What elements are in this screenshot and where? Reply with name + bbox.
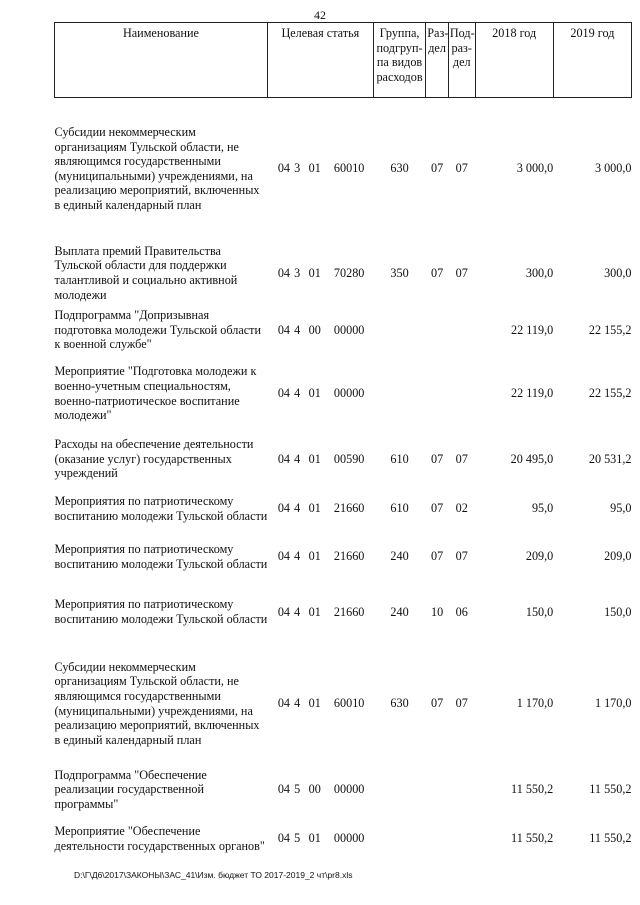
target-subprogram: 4 bbox=[294, 604, 301, 619]
table-row bbox=[55, 581, 632, 644]
target-program: 04 bbox=[277, 386, 291, 401]
amount-2018: 1 170,0 bbox=[516, 696, 554, 711]
expense-group: 350 bbox=[390, 265, 409, 280]
table-row bbox=[55, 434, 632, 485]
section: 07 bbox=[430, 161, 444, 176]
target-program: 04 bbox=[277, 322, 291, 337]
target-direction: 00000 bbox=[333, 831, 365, 846]
target-event: 01 bbox=[308, 549, 321, 564]
expense-group bbox=[373, 307, 425, 354]
table-row bbox=[55, 644, 632, 764]
row-name: Мероприятие "Обеспечение деятельности государственных органов" bbox=[54, 823, 265, 853]
target-event: 01 bbox=[308, 831, 321, 846]
table-row bbox=[55, 98, 632, 240]
target-subprogram: 3 bbox=[294, 265, 301, 280]
target-program: 04 bbox=[277, 549, 291, 564]
expense-group: 610 bbox=[390, 501, 409, 516]
expense-group: 240 bbox=[390, 549, 409, 564]
target-direction: 21660 bbox=[333, 549, 365, 564]
table-row bbox=[55, 307, 632, 354]
header-expense-group: Группа, подгруп-па видов расходов bbox=[373, 23, 425, 98]
subsection: 07 bbox=[455, 265, 468, 280]
target-direction: 60010 bbox=[333, 161, 365, 176]
target-subprogram: 4 bbox=[294, 549, 301, 564]
target-event: 01 bbox=[308, 161, 321, 176]
row-name: Выплата премий Правительства Тульской области для поддержки талантливой и социально активной молодежи bbox=[54, 243, 238, 302]
target-program: 04 bbox=[277, 696, 291, 711]
target-event: 00 bbox=[308, 322, 321, 337]
amount-2018: 11 550,2 bbox=[511, 831, 554, 846]
section: 07 bbox=[430, 501, 444, 516]
subsection bbox=[448, 354, 475, 434]
amount-2018: 11 550,2 bbox=[511, 782, 554, 797]
amount-2019: 22 155,2 bbox=[588, 386, 632, 401]
subsection: 07 bbox=[455, 696, 468, 711]
header-year-2018: 2018 год bbox=[475, 23, 553, 98]
expense-group: 630 bbox=[390, 161, 409, 176]
expense-group bbox=[373, 764, 425, 816]
amount-2019: 150,0 bbox=[604, 604, 632, 619]
target-direction: 21660 bbox=[333, 604, 365, 619]
amount-2019: 1 170,0 bbox=[594, 696, 632, 711]
target-direction: 60010 bbox=[333, 696, 365, 711]
amount-2019: 20 531,2 bbox=[588, 451, 632, 466]
subsection bbox=[448, 816, 475, 862]
expense-group: 630 bbox=[390, 696, 409, 711]
target-event: 01 bbox=[308, 696, 321, 711]
target-event: 01 bbox=[308, 265, 321, 280]
target-subprogram: 4 bbox=[294, 451, 301, 466]
target-subprogram: 4 bbox=[294, 501, 301, 516]
target-direction: 00590 bbox=[333, 451, 365, 466]
target-subprogram: 3 bbox=[294, 161, 301, 176]
expense-group bbox=[373, 354, 425, 434]
amount-2019: 95,0 bbox=[610, 501, 632, 516]
table-header-row bbox=[55, 23, 632, 98]
row-name: Мероприятия по патриотическому воспитанию молодежи Тульской области bbox=[54, 597, 268, 626]
expense-group: 240 bbox=[390, 604, 409, 619]
table-row bbox=[55, 816, 632, 862]
table-row bbox=[55, 533, 632, 581]
table-row bbox=[55, 240, 632, 307]
section bbox=[426, 816, 449, 862]
amount-2019: 300,0 bbox=[604, 265, 632, 280]
target-event: 01 bbox=[308, 604, 321, 619]
section: 07 bbox=[430, 696, 444, 711]
target-program: 04 bbox=[277, 161, 291, 176]
target-subprogram: 4 bbox=[294, 322, 301, 337]
section: 07 bbox=[430, 451, 444, 466]
target-direction: 00000 bbox=[333, 386, 365, 401]
target-event: 01 bbox=[308, 501, 321, 516]
row-name: Мероприятия по патриотическому воспитанию молодежи Тульской области bbox=[54, 493, 268, 523]
header-subsection: Под-раз-дел bbox=[448, 23, 475, 98]
amount-2018: 300,0 bbox=[525, 265, 554, 280]
row-name: Субсидии некоммерческим организациям Тульской области, не являющимся государственными (муниципальными) учреждениями, на реализацию мероприятий, включенных в единый календарный план bbox=[54, 659, 260, 747]
subsection bbox=[448, 307, 475, 354]
row-name: Мероприятие "Подготовка молодежи к военно-учетным специальностям, военно-патриотическое воспитание молодежи" bbox=[54, 364, 257, 423]
target-program: 04 bbox=[277, 831, 291, 846]
amount-2018: 20 495,0 bbox=[510, 451, 554, 466]
header-year-2019: 2019 год bbox=[553, 23, 631, 98]
expense-group: 610 bbox=[390, 451, 409, 466]
table-body bbox=[55, 98, 632, 862]
subsection: 02 bbox=[455, 501, 468, 516]
target-subprogram: 5 bbox=[294, 831, 301, 846]
target-subprogram: 4 bbox=[294, 386, 301, 401]
target-direction: 70280 bbox=[333, 265, 365, 280]
target-event: 00 bbox=[308, 782, 321, 797]
target-direction: 00000 bbox=[333, 322, 365, 337]
section bbox=[426, 764, 449, 816]
target-program: 04 bbox=[277, 782, 291, 797]
header-name: Наименование bbox=[55, 23, 268, 98]
section: 07 bbox=[430, 265, 444, 280]
target-direction: 21660 bbox=[333, 501, 365, 516]
section bbox=[426, 354, 449, 434]
row-name: Подпрограмма "Допризывная подготовка молодежи Тульской области к военной службе" bbox=[54, 308, 262, 352]
section: 10 bbox=[430, 604, 444, 619]
target-subprogram: 5 bbox=[294, 782, 301, 797]
table-row bbox=[55, 354, 632, 434]
row-name: Субсидии некоммерческим организациям Тульской области, не являющимся государственными (муниципальными) учреждениями, на реализацию мероприятий, включенных в единый календарный план bbox=[54, 124, 260, 212]
amount-2018: 209,0 bbox=[525, 549, 554, 564]
row-name: Расходы на обеспечение деятельности (оказание услуг) государственных учреждений bbox=[54, 437, 254, 481]
target-subprogram: 4 bbox=[294, 696, 301, 711]
target-program: 04 bbox=[277, 451, 291, 466]
amount-2018: 3 000,0 bbox=[516, 161, 554, 176]
target-event: 01 bbox=[308, 386, 321, 401]
target-program: 04 bbox=[277, 604, 291, 619]
subsection: 06 bbox=[455, 604, 468, 619]
target-program: 04 bbox=[277, 265, 291, 280]
amount-2019: 3 000,0 bbox=[594, 161, 632, 176]
expense-group bbox=[373, 816, 425, 862]
target-direction: 00000 bbox=[333, 782, 365, 797]
subsection: 07 bbox=[455, 451, 468, 466]
row-name: Мероприятия по патриотическому воспитанию молодежи Тульской области bbox=[54, 541, 268, 571]
amount-2019: 11 550,2 bbox=[589, 782, 632, 797]
amount-2018: 22 119,0 bbox=[511, 386, 554, 401]
amount-2019: 22 155,2 bbox=[588, 322, 632, 337]
subsection bbox=[448, 764, 475, 816]
amount-2018: 95,0 bbox=[531, 501, 554, 516]
table-row bbox=[55, 485, 632, 533]
row-name: Подпрограмма "Обеспечение реализации государственной программы" bbox=[54, 767, 207, 811]
section bbox=[426, 307, 449, 354]
subsection: 07 bbox=[455, 161, 468, 176]
section: 07 bbox=[430, 549, 444, 564]
amount-2019: 11 550,2 bbox=[589, 831, 632, 846]
header-section: Раз-дел bbox=[426, 23, 449, 98]
target-program: 04 bbox=[277, 501, 291, 516]
footer-file-path: D:\Г\Д6\2017\ЗАКОНЫ\ЗАС_41\Изм. бюджет ТО 2017-2019_2 чт\pr8.xls bbox=[74, 870, 353, 880]
amount-2018: 22 119,0 bbox=[511, 322, 554, 337]
header-target-article: Целевая статья bbox=[267, 23, 373, 98]
budget-table bbox=[54, 22, 632, 862]
amount-2018: 150,0 bbox=[525, 604, 554, 619]
amount-2019: 209,0 bbox=[604, 549, 632, 564]
target-event: 01 bbox=[308, 451, 321, 466]
page-number: 42 bbox=[314, 8, 326, 22]
subsection: 07 bbox=[455, 549, 468, 564]
table-row bbox=[55, 764, 632, 816]
